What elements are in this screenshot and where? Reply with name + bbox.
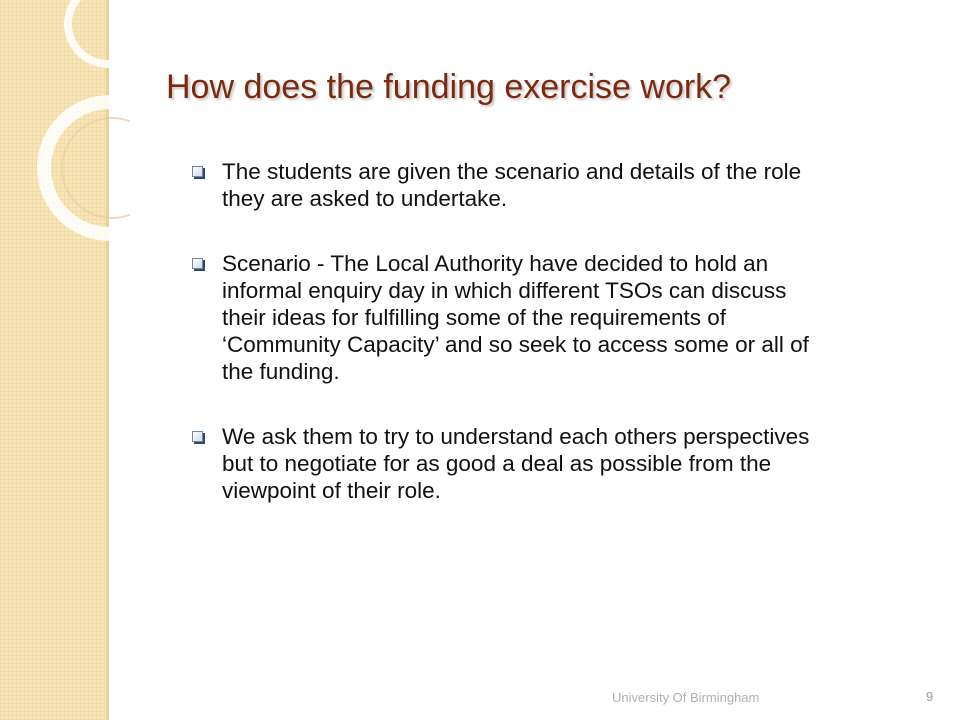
decorative-circle-small bbox=[68, 0, 130, 64]
bullet-item bbox=[192, 158, 832, 212]
bullet-list bbox=[192, 158, 832, 542]
decorative-circle-large bbox=[44, 102, 130, 234]
bullet-text: Scenario - The Local Authority have decided to hold an informal enquiry day in which different TSOs can discuss their ideas for fulfilling some of the requirements of ‘Community Capacity’ and so seek to access some or all of the funding. bbox=[222, 251, 809, 384]
decorative-circles bbox=[0, 0, 130, 260]
bullet-text: The students are given the scenario and details of the role they are asked to undertake. bbox=[222, 159, 802, 211]
square-bullet-icon bbox=[192, 431, 203, 442]
bullet-item bbox=[192, 423, 832, 504]
bullet-text: We ask them to try to understand each others perspectives but to negotiate for as good a deal as possible from the viewpoint of their role. bbox=[222, 424, 810, 503]
page-number: 9 bbox=[926, 689, 934, 704]
square-bullet-icon bbox=[192, 258, 203, 269]
bullet-item bbox=[192, 250, 832, 385]
slide-title: How does the funding exercise work? bbox=[166, 68, 732, 106]
square-bullet-icon bbox=[192, 166, 203, 177]
footer-text: University Of Birmingham bbox=[612, 690, 760, 705]
decorative-circle-inner bbox=[62, 118, 130, 218]
